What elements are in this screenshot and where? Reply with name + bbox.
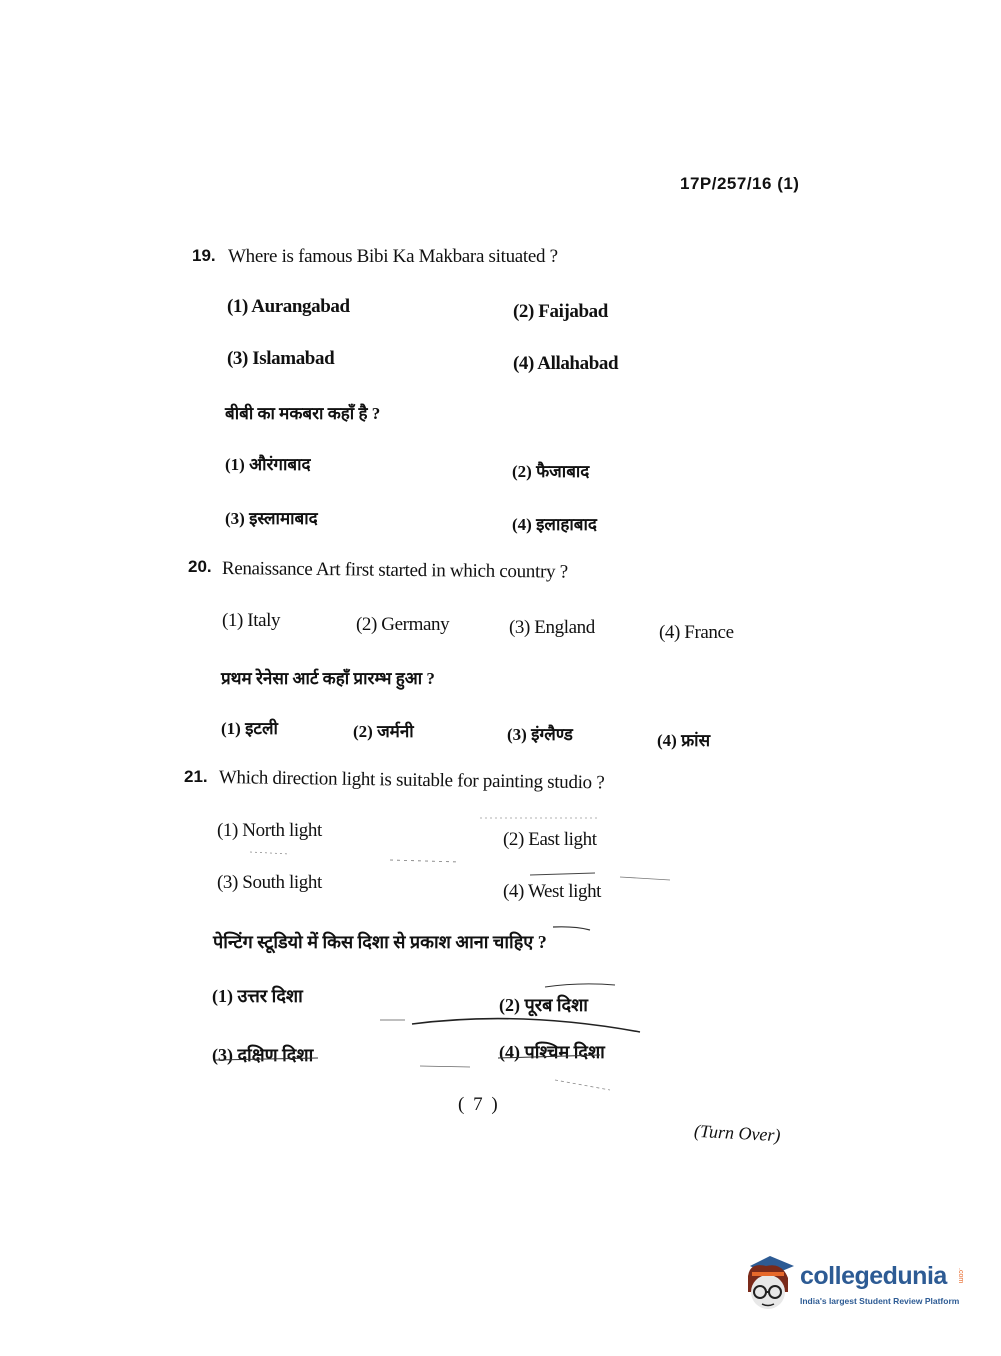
question-number: 19.	[192, 246, 216, 265]
collegedunia-logo	[742, 1252, 972, 1316]
option-3: (3) England	[509, 617, 595, 638]
paper-code: 17P/257/16 (1)	[680, 174, 800, 193]
option-2: (2) East light	[503, 829, 597, 850]
option-1: (1) Italy	[222, 610, 281, 631]
option-4: (4) Allahabad	[513, 353, 619, 374]
turn-over-note: (Turn Over)	[693, 1120, 781, 1146]
question-number: 20.	[188, 557, 212, 576]
option-2: (2) Faijabad	[513, 301, 608, 322]
option-3: (3) Islamabad	[227, 348, 335, 369]
hindi-option-4: (4) इलाहाबाद	[512, 515, 597, 534]
option-4: (4) West light	[503, 881, 602, 902]
option-1: (1) Aurangabad	[227, 296, 350, 317]
brand-domain: .com	[957, 1268, 964, 1284]
option-3: (3) South light	[217, 872, 322, 893]
hindi-option-1: (1) इटली	[221, 719, 278, 738]
question-number: 21.	[184, 767, 208, 786]
question-text: Which direction light is suitable for painting studio ?	[218, 767, 605, 794]
brand-tagline: India's largest Student Review Platform	[800, 1296, 960, 1306]
hindi-option-3: (3) इंग्लैण्ड	[507, 725, 573, 744]
hindi-option-4: (4) पश्चिम दिशा	[499, 1042, 605, 1062]
option-2: (2) Germany	[356, 614, 450, 635]
question-text: Renaissance Art first started in which country ?	[221, 558, 568, 583]
hindi-option-1: (1) औरंगाबाद	[225, 455, 311, 474]
question-text: Where is famous Bibi Ka Makbara situated ?	[228, 246, 558, 267]
hindi-option-3: (3) दक्षिण दिशा	[212, 1045, 314, 1065]
hindi-question-text: पेन्टिंग स्टूडियो में किस दिशा से प्रकाश आना चाहिए ?	[213, 932, 547, 952]
hindi-option-2: (2) फैजाबाद	[512, 462, 590, 481]
page-number: ( 7 )	[458, 1094, 500, 1115]
option-4: (4) France	[659, 622, 734, 643]
hindi-option-1: (1) उत्तर दिशा	[212, 986, 303, 1006]
hindi-question-text: प्रथम रेनेसा आर्ट कहाँ प्रारम्भ हुआ ?	[221, 669, 435, 688]
hindi-option-2: (2) जर्मनी	[353, 722, 414, 741]
hindi-option-2: (2) पूरब दिशा	[499, 995, 588, 1015]
hindi-option-3: (3) इस्लामाबाद	[225, 509, 318, 528]
hindi-question-text: बीबी का मकबरा कहाँ है ?	[225, 404, 381, 423]
brand-name: collegedunia	[800, 1262, 947, 1290]
option-1: (1) North light	[217, 820, 322, 841]
mascot-icon	[742, 1252, 798, 1314]
hindi-option-4: (4) फ्रांस	[657, 731, 711, 750]
